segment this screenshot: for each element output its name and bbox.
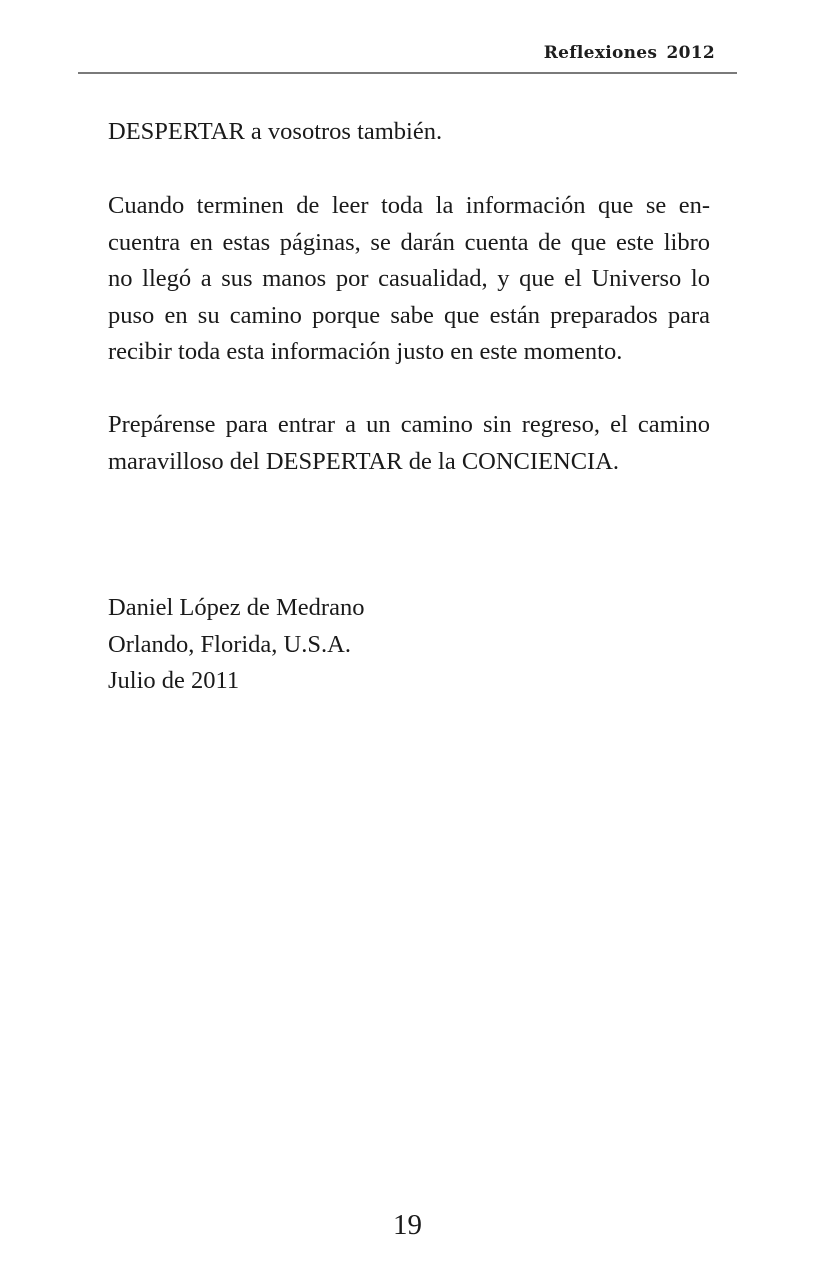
text-line: Cuando terminen de leer toda la información que se en- <box>108 192 710 219</box>
running-title: Reflexiones 2012 <box>543 43 715 63</box>
page-number: 19 <box>393 1209 422 1241</box>
text-line: cuentra en estas páginas, se darán cuenta de que este libro <box>108 228 710 256</box>
paragraph-opening <box>108 114 710 151</box>
signature-block <box>108 590 710 700</box>
signature-author: Daniel López de Medrano <box>108 594 365 621</box>
signature-location: Orlando, Florida, U.S.A. <box>108 630 351 658</box>
text-line: Prepárense para entrar a un camino sin regreso, el camino <box>108 411 710 438</box>
text-line: maravilloso del DESPERTAR de la CONCIENCIA. <box>108 447 620 475</box>
signature-date: Julio de 2011 <box>108 667 240 694</box>
running-header <box>78 40 737 74</box>
text-line: recibir toda esta información justo en este momento. <box>108 338 623 365</box>
text-line: puso en su camino porque sabe que están preparados para <box>108 301 710 329</box>
paragraph-closing <box>108 407 710 480</box>
text-line: no llegó a sus manos por casualidad, y que el Universo lo <box>108 265 710 292</box>
text-line: DESPERTAR a vosotros también. <box>108 118 443 145</box>
paragraph-main <box>108 188 710 371</box>
